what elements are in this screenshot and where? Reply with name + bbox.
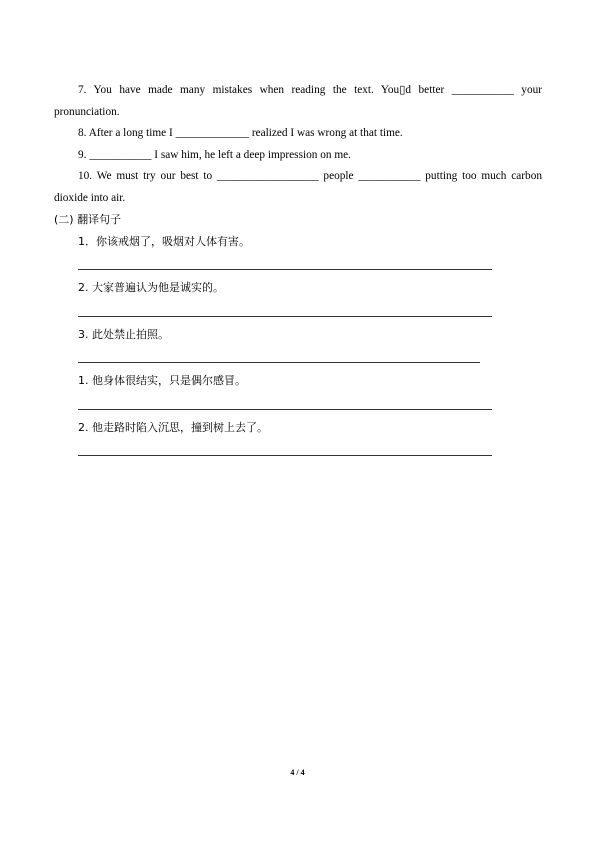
exercise-8 [54, 123, 542, 145]
exercise-number: 9. [78, 148, 87, 161]
exercise-text: We must try our best to __________________ people ___________ putting too much carbon dioxide into air. [54, 170, 542, 204]
exercise-text: You have made many mistakes when reading the text. You▯d better ___________ your pronunciation. [54, 84, 543, 118]
answer-line[interactable] [78, 445, 492, 456]
exercise-10 [54, 166, 542, 209]
section-title-translation: (二) 翻译句子 [54, 213, 122, 226]
answer-line[interactable] [78, 352, 480, 363]
exercise-number: 7. [78, 84, 87, 96]
exercise-text: ___________ I saw him, he left a deep impression on me. [89, 148, 351, 161]
answer-line[interactable] [78, 399, 492, 410]
translation-prompt-5: 2. 他走路时陷入沉思，撞到树上去了。 [78, 420, 268, 434]
translation-prompt-4: 1. 他身体很结实，只是偶尔感冒。 [78, 374, 246, 387]
answer-line[interactable] [78, 259, 492, 270]
exercise-number: 8. [78, 127, 87, 139]
exercise-number: 10. [78, 170, 93, 182]
exercise-text: After a long time I _____________ realized I was wrong at that time. [88, 127, 403, 139]
page-number: 4 / 4 [290, 768, 305, 777]
answer-line[interactable] [78, 306, 492, 317]
translation-prompt-3: 3. 此处禁止拍照。 [78, 327, 169, 341]
exercise-9 [54, 145, 542, 167]
translation-prompt-1: 1．你该戒烟了，吸烟对人体有害。 [78, 234, 250, 248]
exercise-7 [54, 80, 542, 123]
translation-prompt-2: 2. 大家普遍认为他是诚实的。 [78, 281, 224, 294]
page-content [54, 80, 542, 463]
